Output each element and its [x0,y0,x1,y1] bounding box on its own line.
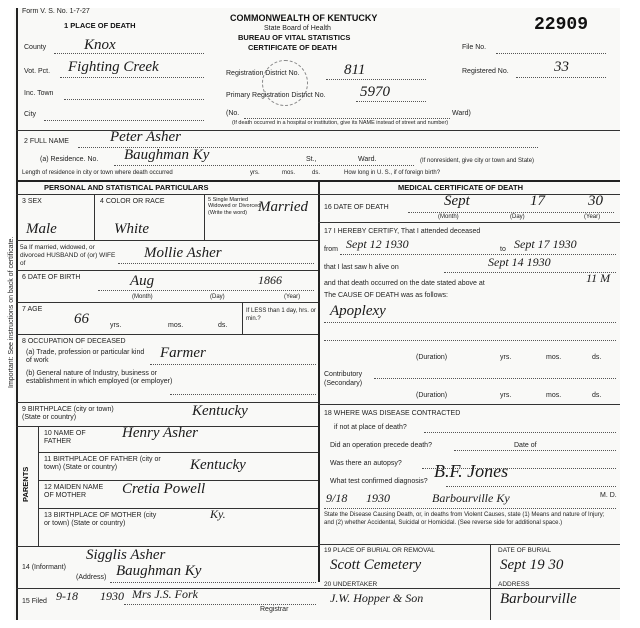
undertaker-address-label: ADDRESS [498,581,530,588]
certificate-number: 22909 [534,15,589,35]
sex-label: 3 SEX [22,198,42,205]
cause-line-1 [324,322,616,323]
undertaker-address-value: Barbourville [500,591,577,607]
residence-line [114,165,414,166]
filed-label: 15 Filed [22,598,47,605]
mother-value: Cretia Powell [122,481,206,497]
residence-ward-label: Ward. [358,156,377,163]
filed-date: 9-18 [56,589,78,603]
county-value: Knox [84,37,116,53]
length-residence-label: Length of residence in city or town where death occurred [22,170,173,176]
cause-line-2 [324,340,616,341]
registered-label: Registered No. [462,68,509,75]
date-of-death-label: 16 DATE OF DEATH [324,204,389,211]
residence-label: (a) Residence. No. [40,156,99,163]
medical-section-title: MEDICAL CERTIFICATE OF DEATH [398,183,523,192]
sex-value: Male [26,221,57,237]
county-line [54,53,204,54]
rule-before-burial [318,544,620,545]
contributory-line [374,378,616,379]
rule-before-contracted [318,404,620,405]
full-name-value: Peter Asher [110,129,181,145]
registrar-line [124,604,316,605]
address-label: (Address) [76,574,107,581]
not-place-line [424,432,616,433]
rule-after-spouse [16,270,318,271]
birthplace-label: 9 BIRTHPLACE (city or town) (State or country) [22,406,114,422]
reg-district-value: 811 [344,62,366,78]
filed-year: 1930 [100,589,124,603]
rule-after-occupation [16,402,318,403]
left-border [16,8,18,620]
occupation-label: 8 OCCUPATION OF DECEASED [22,338,126,345]
age-mos: mos. [168,322,184,329]
parents-label: PARENTS [21,466,30,502]
duration-label-2: (Duration) [416,392,448,399]
to-label: to [500,246,506,253]
place-of-death-heading: 1 PLACE OF DEATH [64,21,136,30]
burial-date-value: Sept 19 30 [500,557,564,573]
operation-label: Did an operation precede death? [330,442,432,449]
board-heading: State Board of Health [264,25,331,32]
inc-town-label: Inc. Town [24,90,54,97]
death-year: 30 [588,193,603,209]
registered-line [516,77,606,78]
death-date-line [408,212,614,213]
burial-date-label: DATE OF BURIAL [498,547,551,554]
industry-label: (b) General nature of Industry, business or establishment in which employed (or employer) [26,370,173,386]
occupation-value: Farmer [160,345,206,361]
contributory-label: Contributory (Secondary) [324,371,363,388]
full-name-label: 2 FULL NAME [24,138,69,145]
father-label: 10 NAME OF FATHER [44,430,86,446]
address-value: Baughman Ky [116,563,202,579]
age-value: 66 [74,311,89,327]
death-certificate [8,8,620,620]
length-ds: ds. [312,170,321,176]
center-divider [318,180,320,582]
birth-label: 6 DATE OF BIRTH [22,274,81,281]
primary-reg-label: Primary Registration District No. [226,92,326,99]
occurred-label: and that death occurred on the date stated above at [324,280,485,287]
age-label: 7 AGE [22,306,43,313]
spouse-line [118,263,314,264]
duration-ds-2: ds. [592,392,602,399]
primary-reg-line [356,101,426,102]
rule-after-mother-birth [16,546,318,547]
attended-to: Sept 17 1930 [514,237,577,251]
cause-value: Apoplexy [330,303,386,319]
burial-value: Scott Cemetery [330,557,422,573]
mother-birth-value: Ky. [210,507,226,521]
registrar-value: Mrs J.S. Fork [132,587,198,601]
rule-after-age [16,334,318,335]
length-yrs: yrs. [250,170,260,176]
age-ds: ds. [218,322,228,329]
informant-label: 14 (Informant) [22,564,66,571]
signature-year: 1930 [366,491,390,505]
duration-label-1: (Duration) [416,354,448,361]
street-line [244,118,450,119]
last-saw-value: Sept 14 1930 [488,255,551,269]
signature-address: Barbourville Ky [432,491,510,505]
test-label: What test confirmed diagnosis? [330,478,428,485]
death-day-caption: (Day) [510,214,525,220]
burial-divider [490,544,491,620]
mother-label: 12 MAIDEN NAME OF MOTHER [44,484,104,500]
time-value: 11 M [586,271,611,285]
sex-divider [94,194,95,240]
form-code: Form V. S. No. 1-7-27 [22,8,90,15]
rule-after-father [38,452,318,453]
age-divider [242,302,243,334]
how-long-label: How long in U. S., if of foreign birth? [344,170,441,176]
vot-label: Vot. Pct. [24,68,51,75]
registered-value: 33 [554,59,569,75]
vot-value: Fighting Creek [68,59,159,75]
burial-label: 19 PLACE OF BURIAL OR REMOVAL [324,547,435,554]
undertaker-label: 20 UNDERTAKER [324,581,378,588]
physician-signature: B.F. Jones [434,461,509,481]
father-birth-value: Kentucky [190,457,246,473]
last-saw-label: that I last saw h alive on [324,264,399,271]
city-label: City [24,111,37,118]
industry-line [170,394,316,395]
certificate-heading: CERTIFICATE OF DEATH [248,43,337,52]
street-no-label: (No. [226,110,240,117]
autopsy-label: Was there an autopsy? [330,460,402,467]
commonwealth-heading: COMMONWEALTH OF KENTUCKY [230,13,378,23]
length-mos: mos. [282,170,296,176]
occupation-line [150,364,316,365]
marital-label: 5 Single Married Widowed or Divorced (Write the word) [208,197,261,216]
rule-after-death-date [318,222,620,223]
age-yrs: yrs. [110,322,122,329]
file-label: File No. [462,44,487,51]
birth-year: 1866 [258,273,282,287]
reg-district-label: Registration District No. [226,70,300,77]
file-line [496,53,606,54]
county-label: County [24,44,47,51]
occupation-trade-label: (a) Trade, profession or particular kind of work [26,349,145,365]
cause-label: The CAUSE OF DEATH was as follows: [324,292,448,299]
death-year-caption: (Year) [584,214,601,220]
registrar-label: Registrar [260,606,289,613]
operation-line [454,450,616,451]
birth-day-caption: (Day) [210,294,225,300]
primary-reg-value: 5970 [360,84,390,100]
md-label: M. D. [600,492,617,499]
marital-value: Married [258,199,308,215]
duration-yrs-1: yrs. [500,354,512,361]
street-ward-label: Ward) [452,110,471,117]
nonresident-note: (If nonresident, give city or town and State) [420,158,535,164]
institution-note: (If death occurred in a hospital or institution, give its NAME instead of street and number) [232,120,449,126]
undertaker-value: J.W. Hopper & Son [330,591,424,605]
signature-line [324,508,616,509]
spouse-label: 5a If married, widowed, or divorced HUSBAND of (or) WIFE of [20,244,116,267]
test-line [446,486,616,487]
birth-year-caption: (Year) [284,294,301,300]
contracted-label: 18 WHERE WAS DISEASE CONTRACTED [324,410,461,417]
less-than-label: If LESS than 1 day, hrs. or min.? [246,308,316,322]
address-line [110,582,316,583]
father-value: Henry Asher [122,425,198,441]
race-divider [204,194,205,240]
mother-birth-label: 13 BIRTHPLACE OF MOTHER (city or town) (State or country) [44,512,157,528]
from-label: from [324,246,338,253]
residence-st-label: St., [306,156,317,163]
duration-mos-1: mos. [546,354,562,361]
residence-value: Baughman Ky [124,147,210,163]
race-label: 4 COLOR OR RACE [100,198,165,205]
date-of-label: Date of [514,442,537,449]
not-place-label: if not at place of death? [334,424,407,431]
reg-district-line [326,79,426,80]
birth-month-caption: (Month) [132,294,153,300]
parents-divider [38,426,39,546]
spouse-value: Mollie Asher [144,245,222,261]
attended-from: Sept 12 1930 [346,237,409,251]
birth-month: Aug [130,273,155,289]
duration-yrs-2: yrs. [500,392,512,399]
signature-date: 9/18 [326,491,348,505]
birthplace-value: Kentucky [192,403,248,419]
registration-stamp [262,60,308,106]
duration-ds-1: ds. [592,354,602,361]
inc-town-line [64,99,204,100]
death-month: Sept [444,193,470,209]
bureau-heading: BUREAU OF VITAL STATISTICS [238,33,351,42]
rule-after-mother [38,508,318,509]
race-value: White [114,221,149,237]
rule-after-sex [16,240,318,241]
birth-line [98,290,314,291]
city-line [44,120,204,121]
informant-value: Sigglis Asher [86,547,166,563]
violence-note: State the Disease Causing Death, or, in deaths from Violent Causes, state (1) Means and nature of Injury; and (2) whether Accidental, Suicidal or Homicidal. (See reverse side for additional space.) [324,512,605,526]
side-instructions: Important: See instructions on back of certificate. [8,236,15,388]
rule-name-top [16,130,620,131]
attended-line [340,254,616,255]
death-day: 17 [530,193,545,209]
personal-section-title: PERSONAL AND STATISTICAL PARTICULARS [44,183,209,192]
certify-label: 17 I HEREBY CERTIFY, That I attended deceased [324,228,481,235]
rule-after-birth [16,302,318,303]
vot-line [60,77,204,78]
death-month-caption: (Month) [438,214,459,220]
duration-mos-2: mos. [546,392,562,399]
father-birth-label: 11 BIRTHPLACE OF FATHER (city or town) (State or country) [44,456,161,472]
